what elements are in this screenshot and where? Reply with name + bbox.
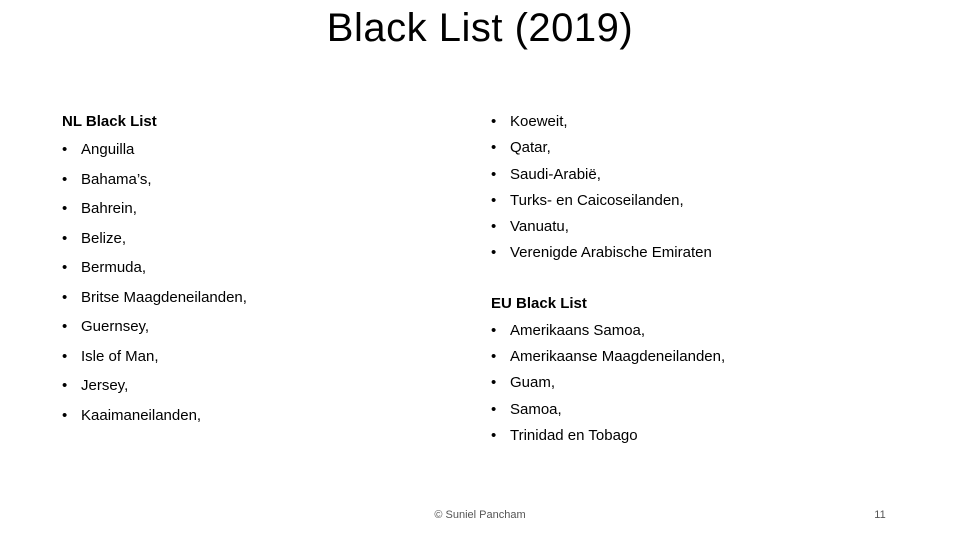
list-item: • Belize, <box>62 229 442 259</box>
list-item: • Qatar, <box>491 138 931 164</box>
list-item: • Amerikaans Samoa, <box>491 321 931 347</box>
eu-black-list <box>491 321 931 452</box>
list-item: • Amerikaanse Maagdeneilanden, <box>491 347 931 373</box>
nl-black-list-continued <box>491 112 931 270</box>
list-item: • Bahrein, <box>62 199 442 229</box>
nl-black-list-heading: NL Black List <box>62 113 157 130</box>
list-item: • Jersey, <box>62 376 442 406</box>
list-item: • Turks- en Caicoseilanden, <box>491 191 931 217</box>
list-item: • Britse Maagdeneilanden, <box>62 288 442 318</box>
slide-title: Black List (2019) <box>326 6 634 50</box>
list-item: • Vanuatu, <box>491 217 931 243</box>
right-column <box>491 112 931 452</box>
list-item: • Samoa, <box>491 400 931 426</box>
footer-copyright: © Suniel Pancham <box>434 509 526 521</box>
list-item: • Guam, <box>491 373 931 399</box>
list-item: • Bermuda, <box>62 258 442 288</box>
list-item: • Isle of Man, <box>62 347 442 377</box>
list-item: • Saudi-Arabië, <box>491 165 931 191</box>
list-item: • Guernsey, <box>62 317 442 347</box>
list-item: • Kaaimaneilanden, <box>62 406 442 436</box>
page-number: 11 <box>874 509 886 521</box>
list-item: • Anguilla <box>62 140 442 170</box>
eu-black-list-heading: EU Black List <box>491 294 587 312</box>
list-item: • Koeweit, <box>491 112 931 138</box>
list-item: • Verenigde Arabische Emiraten <box>491 243 931 269</box>
list-item: • Trinidad en Tobago <box>491 426 931 452</box>
nl-black-list <box>62 140 442 435</box>
left-column <box>62 112 442 435</box>
list-item: • Bahama’s, <box>62 170 442 200</box>
